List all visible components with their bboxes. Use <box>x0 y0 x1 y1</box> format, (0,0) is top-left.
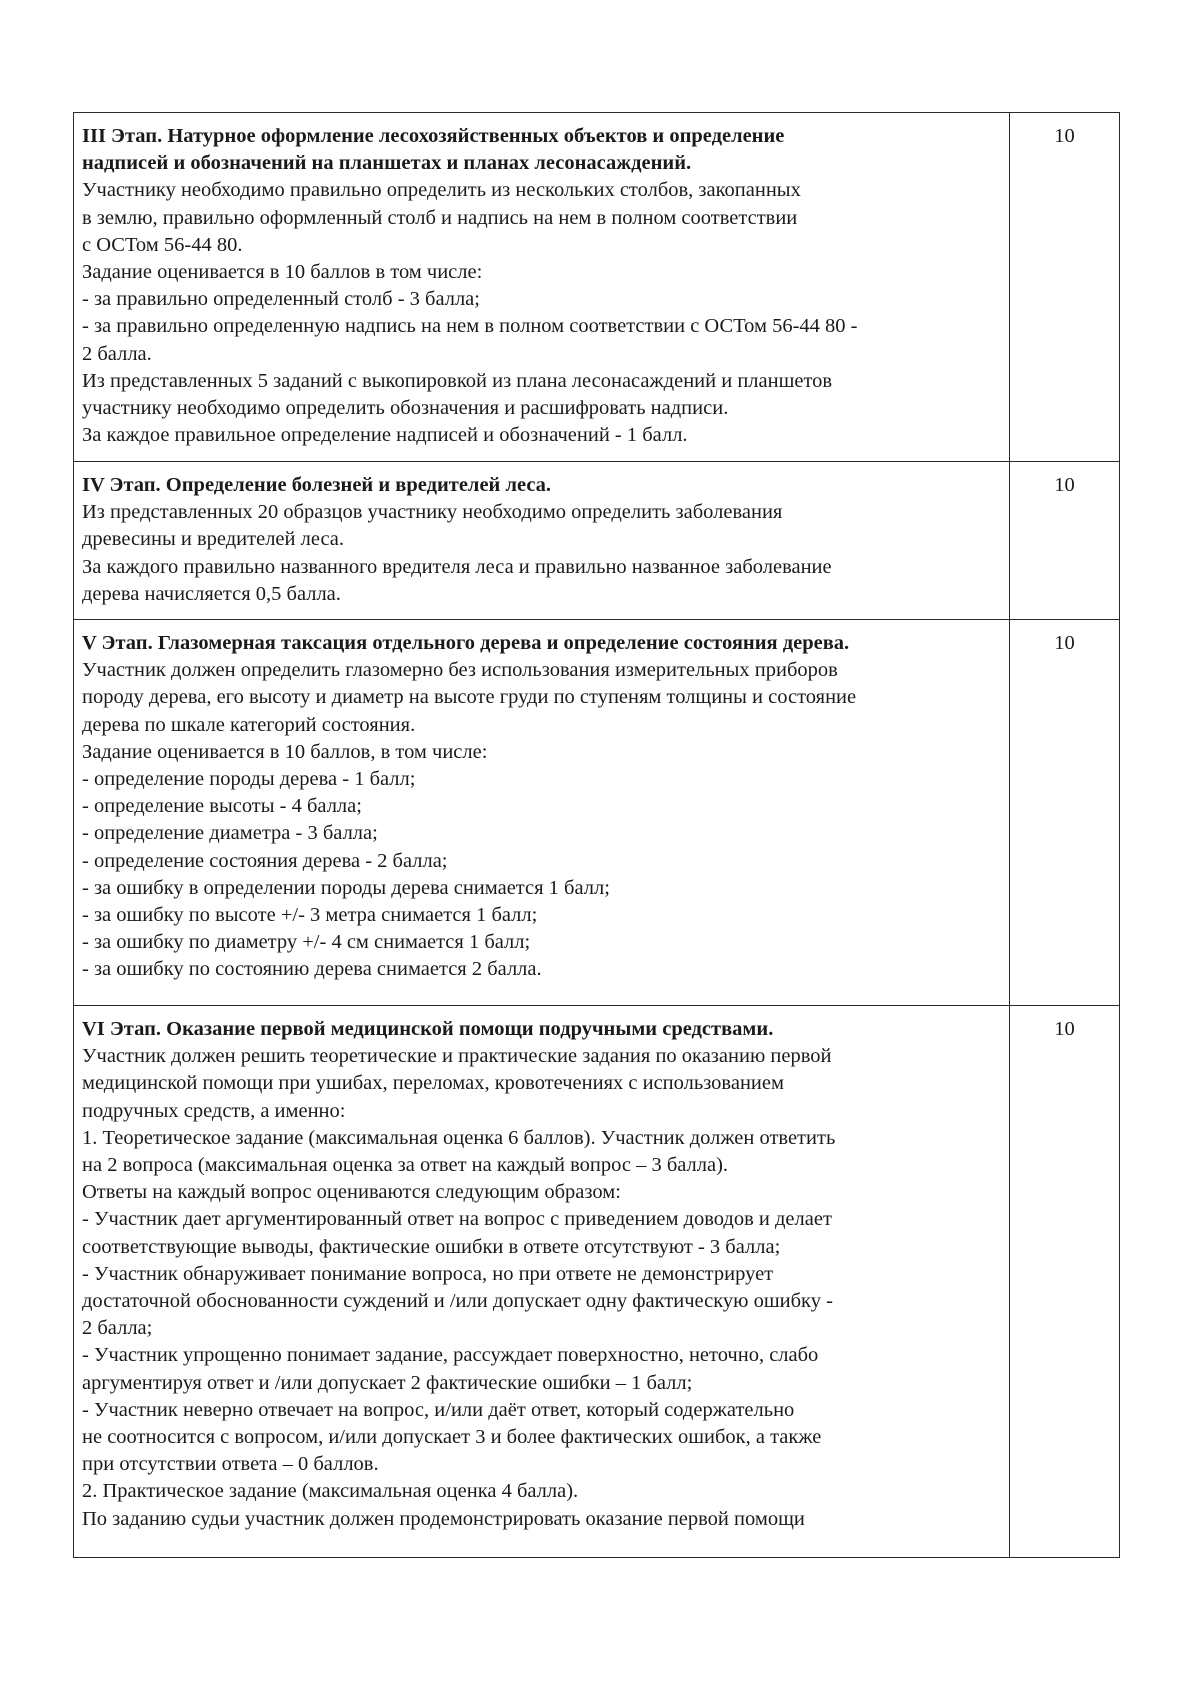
stage-text-line: - Участник неверно отвечает на вопрос, и/или даёт ответ, который содержательно <box>82 1398 795 1421</box>
stages-table-body <box>74 113 1120 1558</box>
stage-text-line: - за правильно определенный столб - 3 балла; <box>82 288 480 311</box>
stage-text-line: при отсутствии ответа – 0 баллов. <box>82 1453 379 1476</box>
stage-heading-line: надписей и обозначений на планшетах и планах лесонасаждений. <box>82 152 692 175</box>
stage-text-line: 2 балла; <box>82 1317 153 1340</box>
stage-text-line: - за ошибку по диаметру +/- 4 см снимается 1 балл; <box>82 931 531 954</box>
stage-text-line: аргументируя ответ и /или допускает 2 фактические ошибки – 1 балл; <box>82 1371 693 1394</box>
stage-text-line: 1. Теоретическое задание (максимальная оценка 6 баллов). Участник должен ответить <box>82 1126 836 1149</box>
stage-text-line: не соотносится с вопросом, и/или допускает 3 и более фактических ошибок, а также <box>82 1426 822 1449</box>
stage-text-line: Из представленных 5 заданий с выкопировкой из плана лесонасаждений и планшетов <box>82 369 833 392</box>
stage-text-line: Задание оценивается в 10 баллов в том числе: <box>82 261 483 284</box>
stage-text-line: соответствующие выводы, фактические ошибки в ответе отсутствуют - 3 балла; <box>82 1235 781 1258</box>
stage-text-line: - за правильно определенную надпись на нем в полном соответствии с ОСТом 56-44 80 - <box>82 315 858 338</box>
stage-text-line: За каждое правильное определение надписей и обозначений - 1 балл. <box>82 424 688 447</box>
stage-text-line: - Участник дает аргументированный ответ на вопрос с приведением доводов и делает <box>82 1208 832 1231</box>
stage-row-iv <box>74 462 1120 620</box>
stage-text-line: на 2 вопроса (максимальная оценка за ответ на каждый вопрос – 3 балла). <box>82 1154 729 1177</box>
stage-text-line: 2 балла. <box>82 342 152 365</box>
stage-text-line: 2. Практическое задание (максимальная оценка 4 балла). <box>82 1480 579 1503</box>
stage-text-line: породу дерева, его высоту и диаметр на высоте груди по ступеням толщины и состояние <box>82 686 857 709</box>
stage-heading-line: VI Этап. Оказание первой медицинской помощи подручными средствами. <box>82 1018 774 1040</box>
stage-text-line: - за ошибку по высоте +/- 3 метра снимается 1 балл; <box>82 904 538 927</box>
stage-text-line: За каждого правильно названного вредителя леса и правильно названное заболевание <box>82 555 832 578</box>
stage-text-line: Из представленных 20 образцов участнику необходимо определить заболевания <box>82 501 783 524</box>
stages-table <box>73 112 1120 1558</box>
stage-text-line: - определение породы дерева - 1 балл; <box>82 768 416 791</box>
stage-text-line: По заданию судьи участник должен продемонстрировать оказание первой помощи <box>82 1507 805 1530</box>
stage-text-line: - Участник обнаруживает понимание вопроса, но при ответе не демонстрирует <box>82 1262 774 1285</box>
stage-row-iii <box>74 113 1120 462</box>
stage-text-line: достаточной обоснованности суждений и /или допускает одну фактическую ошибку - <box>82 1290 833 1313</box>
stage-text-line: участнику необходимо определить обозначения и расшифровать надписи. <box>82 397 729 420</box>
stage-text-line: Участник должен решить теоретические и практические задания по оказанию первой <box>82 1045 832 1068</box>
stage-text-line: с ОСТом 56-44 80. <box>82 233 243 256</box>
stage-score: 10 <box>1010 113 1120 462</box>
stage-text-line: - за ошибку в определении породы дерева снимается 1 балл; <box>82 876 610 899</box>
stage-heading-line: III Этап. Натурное оформление лесохозяйственных объектов и определение <box>82 125 785 147</box>
stage-text-line: подручных средств, а именно: <box>82 1099 346 1122</box>
stage-description <box>74 1006 1010 1558</box>
stage-text-line: Ответы на каждый вопрос оцениваются следующим образом: <box>82 1181 621 1204</box>
stage-score: 10 <box>1010 462 1120 620</box>
stage-text-line: - определение высоты - 4 балла; <box>82 795 362 818</box>
stage-text-line: - определение состояния дерева - 2 балла; <box>82 849 448 872</box>
stage-text-line: дерева по шкале категорий состояния. <box>82 713 416 736</box>
stage-heading-line: IV Этап. Определение болезней и вредителей леса. <box>82 474 552 496</box>
stage-text-line: в землю, правильно оформленный столб и надпись на нем в полном соответствии <box>82 206 798 229</box>
stage-text-line: - за ошибку по состоянию дерева снимается 2 балла. <box>82 958 542 981</box>
stage-score: 10 <box>1010 620 1120 1006</box>
stage-text-line: - Участник упрощенно понимает задание, рассуждает поверхностно, неточно, слабо <box>82 1344 819 1367</box>
stage-text-line: дерева начисляется 0,5 балла. <box>82 582 341 605</box>
stage-description <box>74 462 1010 620</box>
stage-heading-line: V Этап. Глазомерная таксация отдельного дерева и определение состояния дерева. <box>82 632 850 654</box>
stage-description <box>74 113 1010 462</box>
stage-score: 10 <box>1010 1006 1120 1558</box>
stage-text-line: Участник должен определить глазомерно без использования измерительных приборов <box>82 659 838 682</box>
stage-row-v <box>74 620 1120 1006</box>
stage-text-line: Задание оценивается в 10 баллов, в том числе: <box>82 740 488 763</box>
stage-text-line: древесины и вредителей леса. <box>82 528 345 551</box>
stage-row-vi <box>74 1006 1120 1558</box>
stage-text-line: Участнику необходимо правильно определить из нескольких столбов, закопанных <box>82 179 801 202</box>
stage-description <box>74 620 1010 1006</box>
stage-text-line: - определение диаметра - 3 балла; <box>82 822 378 845</box>
stage-text-line: медицинской помощи при ушибах, переломах, кровотечениях с использованием <box>82 1072 784 1095</box>
